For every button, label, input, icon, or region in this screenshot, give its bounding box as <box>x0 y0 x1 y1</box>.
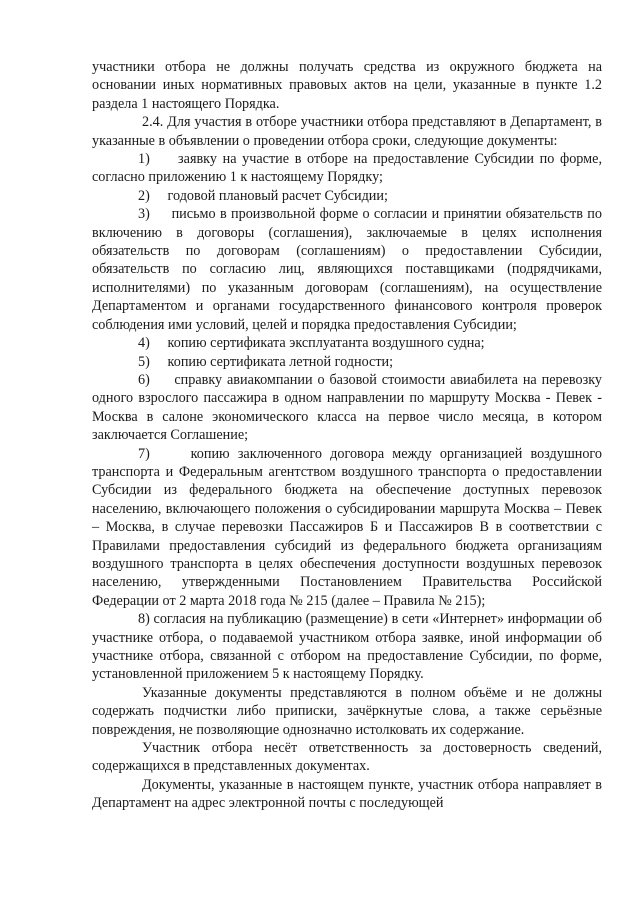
list-item-2: 2) годовой плановый расчет Субсидии; <box>138 187 388 204</box>
paragraph-continuation: участники отбора не должны получать средства из окружного бюджета на основании иных нормативных правовых актов на цели, указанные в пункте 1.2 раздела 1 настоящего Порядка. <box>92 59 602 112</box>
paragraph-responsibility: Участник отбора несёт ответственность за достоверность сведений, содержащихся в представленных документах. <box>92 740 602 775</box>
list-item-4: 4) копию сертификата эксплуатанта воздушного судна; <box>138 335 485 352</box>
document-page <box>92 58 602 813</box>
paragraph-submission: Документы, указанные в настоящем пункте, участник отбора направляет в Департамент на адрес электронной почты с последующей <box>92 776 602 812</box>
list-item-7: 7) копию заключенного договора между организацией воздушного транспорта и Федеральным агентством воздушного транспорта о предоставлении Субсидии из федерального бюджета на обеспечение доступных перевозок населению, включающего положения о субсидировании маршрута Москва – Певек – Москва, в случае перевозки Пассажиров Б и Пассажиров В в соответствии с Правилами предоставления субсидий из федерального бюджета организациям воздушного транспорта в целях обеспечения доступности воздушных перевозок населению, утвержденными Постановлением Правительства Российской Федерации от 2 марта 2018 года № 215 (далее – Правила № 215); <box>92 445 602 609</box>
list-item-8: 8) согласия на публикацию (размещение) в сети «Интернет» информации об участнике отбора, о подаваемой участником отбора заявке, иной информации об участнике отбора, связанной с отбором на предоставление Субсидии, по форме, установленной приложением 5 к настоящему Порядку. <box>92 611 602 683</box>
paragraph-2-4: 2.4. Для участия в отборе участники отбора представляют в Департамент, в указанные в объявлении о проведении отбора сроки, следующие документы: <box>92 114 602 149</box>
list-item-5: 5) копию сертификата летной годности; <box>138 353 394 370</box>
list-item-3: 3) письмо в произвольной форме о согласии и принятии обязательств по включению в договоры (соглашения), заключаемые в целях исполнения обязательств по договорам (соглашениям) о предоставлении Субсидии, обязательств по согласию лиц, являющихся поставщиками (подрядчиками, исполнителями) по указанным договорам (соглашениям), на осуществление Департаментом и органами государственного финансового контроля проверок соблюдения ими условий, целей и порядка предоставления Субсидии; <box>92 206 602 333</box>
paragraph-requirements: Указанные документы представляются в полном объёме и не должны содержать подчистки либо приписки, зачёркнутые слова, а также серьёзные повреждения, не позволяющие однозначно истолковать их содержание. <box>92 684 602 738</box>
list-item-1: 1) заявку на участие в отборе на предоставление Субсидии по форме, согласно приложению 1 к настоящему Порядку; <box>92 151 602 186</box>
list-item-6: 6) справку авиакомпании о базовой стоимости авиабилета на перевозку одного взрослого пассажира в одном направлении по маршруту Москва - Певек - Москва в салоне экономического класса на первое число месяца, в котором заключается Соглашение; <box>92 371 602 444</box>
